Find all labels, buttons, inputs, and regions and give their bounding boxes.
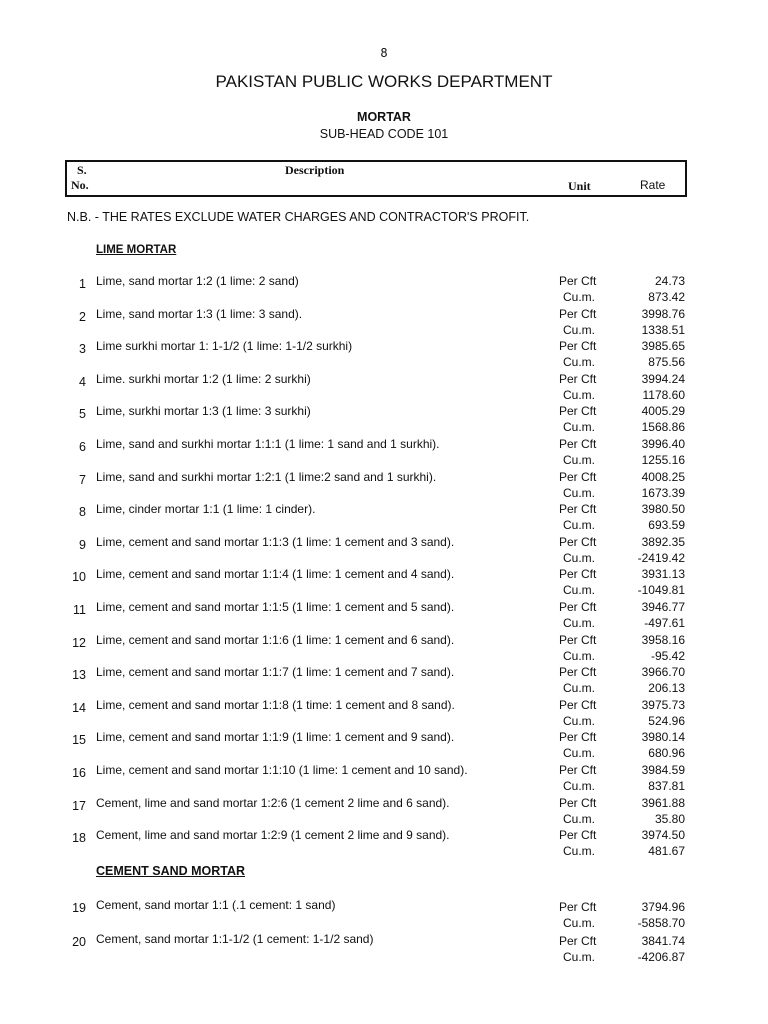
table-row: [0, 730, 768, 762]
unit-cu-m: Cu.m.: [563, 387, 596, 402]
unit-cu-m: Cu.m.: [563, 681, 596, 696]
item-description: Lime, sand mortar 1:3 (1 lime: 3 sand).: [96, 306, 303, 321]
table-row: [0, 339, 768, 371]
unit-cu-m: Cu.m.: [563, 518, 596, 533]
unit-cu-m: Cu.m.: [563, 648, 596, 663]
rate-cu-m: -2419.42: [637, 550, 685, 565]
item-description: Lime, sand and surkhi mortar 1:2:1 (1 lime:2 sand and 1 surkhi).: [96, 469, 437, 484]
rate-per-cft: 3931.13: [641, 567, 685, 582]
table-header: [65, 160, 687, 197]
rate-per-cft: 3841.74: [641, 934, 685, 948]
unit-per-cft: Per Cft: [559, 934, 597, 948]
unit-per-cft: Per Cft: [559, 469, 597, 484]
rate-per-cft: 3961.88: [641, 795, 685, 810]
table-row: [0, 470, 768, 502]
item-description: Lime, cement and sand mortar 1:1:10 (1 lime: 1 cement and 10 sand).: [96, 763, 468, 777]
item-number: 19: [72, 901, 86, 915]
item-number: 10: [72, 570, 86, 585]
unit-cu-m: Cu.m.: [563, 355, 596, 370]
rate-cu-m: 837.81: [648, 779, 685, 793]
page-number: 8: [380, 46, 388, 60]
unit-per-cft: Per Cft: [559, 730, 597, 745]
item-number: 6: [79, 440, 86, 454]
rate-cu-m: 873.42: [648, 290, 685, 304]
item-number: 13: [72, 668, 86, 683]
header-unit: Unit: [568, 179, 591, 193]
table-row: [0, 932, 768, 964]
rate-cu-m: -95.42: [650, 648, 685, 663]
item-number: 4: [79, 374, 86, 389]
table-row: [0, 633, 768, 665]
rate-cu-m: 481.67: [648, 844, 685, 859]
item-description: Lime, sand mortar 1:2 (1 lime: 2 sand): [96, 274, 299, 288]
table-row: [0, 763, 768, 795]
rate-per-cft: 3892.35: [641, 534, 685, 549]
rate-cu-m: 1338.51: [641, 322, 685, 337]
item-description: Cement, lime and sand mortar 1:2:9 (1 cement 2 lime and 9 sand).: [96, 828, 450, 843]
subhead-code: SUB-HEAD CODE 101: [319, 127, 449, 141]
unit-cu-m: Cu.m.: [563, 322, 596, 337]
unit-per-cft: Per Cft: [559, 567, 597, 582]
table-row: [0, 404, 768, 436]
page-title: PAKISTAN PUBLIC WORKS DEPARTMENT: [215, 72, 553, 91]
rate-cu-m: 524.96: [648, 713, 685, 728]
item-description: Lime, surkhi mortar 1:3 (1 lime: 3 surkhi): [96, 404, 311, 419]
unit-per-cft: Per Cft: [559, 274, 597, 288]
unit-per-cft: Per Cft: [559, 828, 597, 843]
rate-cu-m: 680.96: [648, 746, 685, 761]
unit-per-cft: Per Cft: [559, 763, 597, 777]
unit-cu-m: Cu.m.: [563, 616, 596, 630]
rate-cu-m: 875.56: [648, 355, 685, 370]
item-description: Lime, cement and sand mortar 1:1:9 (1 lime: 1 cement and 9 sand).: [96, 730, 455, 745]
unit-per-cft: Per Cft: [559, 404, 597, 419]
item-description: Lime, cement and sand mortar 1:1:5 (1 lime: 1 cement and 5 sand).: [96, 600, 455, 614]
item-number: 11: [73, 603, 86, 617]
unit-cu-m: Cu.m.: [563, 916, 596, 930]
table-row: [0, 307, 768, 339]
item-description: Lime, cement and sand mortar 1:1:7 (1 lime: 1 cement and 7 sand).: [96, 665, 455, 680]
rate-per-cft: 3980.50: [641, 502, 685, 517]
table-row: [0, 372, 768, 404]
item-number: 1: [79, 277, 86, 291]
rates-note: N.B. - THE RATES EXCLUDE WATER CHARGES AND CONTRACTOR'S PROFIT.: [67, 210, 530, 224]
item-description: Lime surkhi mortar 1: 1-1/2 (1 lime: 1-1/2 surkhi): [96, 339, 353, 354]
rate-per-cft: 3974.50: [641, 828, 685, 843]
header-description: Description: [285, 163, 345, 177]
rate-cu-m: -4206.87: [637, 950, 685, 964]
unit-per-cft: Per Cft: [559, 665, 597, 680]
rate-per-cft: 3985.65: [641, 339, 685, 354]
rate-per-cft: 3984.59: [641, 763, 685, 777]
rate-cu-m: 1255.16: [641, 453, 685, 467]
rate-cu-m: -5858.70: [637, 916, 685, 930]
unit-cu-m: Cu.m.: [563, 453, 596, 467]
header-rate: Rate: [640, 178, 666, 192]
rate-per-cft: 24.73: [654, 274, 685, 288]
rate-per-cft: 3996.40: [641, 437, 685, 451]
unit-cu-m: Cu.m.: [563, 550, 596, 565]
item-number: 5: [79, 407, 86, 422]
unit-cu-m: Cu.m.: [563, 485, 596, 500]
item-description: Cement, sand mortar 1:1-1/2 (1 cement: 1-1/2 sand): [96, 932, 374, 946]
unit-cu-m: Cu.m.: [563, 290, 596, 304]
header-sno-line2: No.: [71, 178, 89, 192]
item-number: 12: [72, 635, 86, 650]
table-row: [0, 502, 768, 534]
rate-cu-m: 1673.39: [641, 485, 685, 500]
table-row: [0, 567, 768, 599]
table-row: [0, 898, 768, 930]
rate-per-cft: 4005.29: [641, 404, 685, 419]
unit-per-cft: Per Cft: [559, 437, 597, 451]
table-row: [0, 600, 768, 632]
unit-per-cft: Per Cft: [559, 697, 597, 712]
unit-per-cft: Per Cft: [559, 795, 597, 810]
unit-per-cft: Per Cft: [559, 632, 597, 647]
rate-cu-m: 35.80: [654, 811, 685, 826]
unit-cu-m: Cu.m.: [563, 420, 596, 435]
item-number: 2: [79, 309, 86, 324]
item-number: 18: [72, 831, 86, 846]
section-heading-lime-mortar: LIME MORTAR: [96, 244, 177, 256]
rate-per-cft: 3794.96: [641, 900, 685, 914]
unit-per-cft: Per Cft: [559, 534, 597, 549]
item-description: Lime, cinder mortar 1:1 (1 lime: 1 cinder).: [96, 502, 316, 517]
table-row: [0, 535, 768, 567]
rate-per-cft: 3958.16: [641, 632, 685, 647]
rate-per-cft: 3946.77: [641, 600, 685, 614]
unit-per-cft: Per Cft: [559, 371, 597, 386]
unit-per-cft: Per Cft: [559, 600, 597, 614]
rate-per-cft: 3994.24: [641, 371, 685, 386]
table-row: [0, 796, 768, 828]
unit-cu-m: Cu.m.: [563, 844, 596, 859]
rate-cu-m: 1178.60: [642, 387, 685, 402]
item-number: 16: [72, 766, 86, 780]
rate-cu-m: 1568.86: [641, 420, 685, 435]
unit-per-cft: Per Cft: [559, 502, 597, 517]
item-description: Lime, cement and sand mortar 1:1:3 (1 lime: 1 cement and 3 sand).: [96, 534, 455, 549]
item-description: Cement, sand mortar 1:1 (.1 cement: 1 sand): [96, 898, 336, 912]
table-row: [0, 437, 768, 469]
unit-per-cft: Per Cft: [559, 306, 597, 321]
item-description: Lime, sand and surkhi mortar 1:1:1 (1 lime: 1 sand and 1 surkhi).: [96, 437, 440, 451]
item-description: Lime. surkhi mortar 1:2 (1 lime: 2 surkhi): [96, 371, 311, 386]
rate-cu-m: -497.61: [644, 616, 685, 630]
item-description: Lime, cement and sand mortar 1:1:8 (1 time: 1 cement and 8 sand).: [96, 697, 455, 712]
item-number: 9: [79, 537, 86, 552]
unit-per-cft: Per Cft: [559, 339, 597, 354]
rate-per-cft: 3980.14: [641, 730, 685, 745]
unit-cu-m: Cu.m.: [563, 746, 596, 761]
item-number: 7: [79, 472, 86, 487]
item-description: Cement, lime and sand mortar 1:2:6 (1 cement 2 lime and 6 sand).: [96, 795, 450, 810]
table-row: [0, 665, 768, 697]
item-description: Lime, cement and sand mortar 1:1:6 (1 lime: 1 cement and 6 sand).: [96, 632, 455, 647]
item-number: 3: [79, 342, 86, 357]
rate-cu-m: 693.59: [648, 518, 685, 533]
item-number: 20: [72, 935, 86, 949]
rate-cu-m: -1049.81: [637, 583, 685, 598]
unit-per-cft: Per Cft: [559, 900, 597, 914]
header-sno-line1: S.: [77, 163, 87, 177]
unit-cu-m: Cu.m.: [563, 713, 596, 728]
rate-per-cft: 3966.70: [641, 665, 685, 680]
item-number: 17: [72, 798, 86, 813]
item-number: 15: [72, 733, 86, 748]
rate-cu-m: 206.13: [648, 681, 685, 696]
table-row: [0, 698, 768, 730]
table-row: [0, 274, 768, 306]
unit-cu-m: Cu.m.: [563, 583, 596, 598]
rate-per-cft: 3975.73: [641, 697, 685, 712]
section-heading-cement-sand-mortar: CEMENT SAND MORTAR: [96, 864, 246, 878]
document-subtitle: MORTAR: [357, 110, 411, 124]
rate-per-cft: 4008.25: [641, 469, 685, 484]
unit-cu-m: Cu.m.: [563, 811, 596, 826]
item-number: 14: [72, 700, 86, 715]
unit-cu-m: Cu.m.: [563, 950, 596, 964]
unit-cu-m: Cu.m.: [563, 779, 596, 793]
item-number: 8: [79, 505, 86, 520]
rate-per-cft: 3998.76: [641, 306, 685, 321]
item-description: Lime, cement and sand mortar 1:1:4 (1 lime: 1 cement and 4 sand).: [96, 567, 455, 582]
table-row: [0, 828, 768, 860]
